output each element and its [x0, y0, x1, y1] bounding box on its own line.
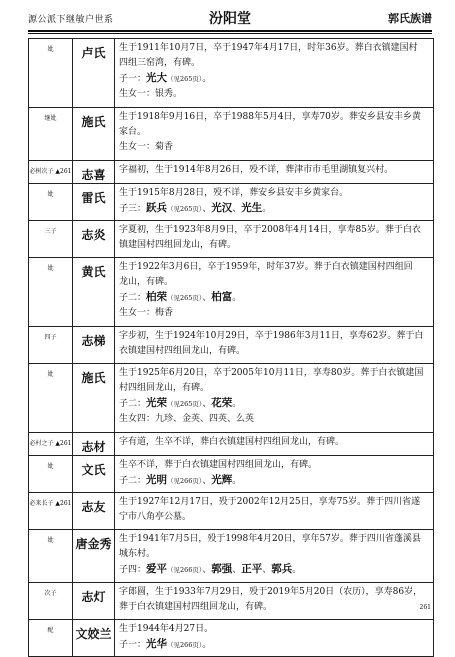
detail-line: 字郎圆，生于1933年7月29日，殁于2019年5月20日（农历），享寿86岁，: [119, 587, 423, 597]
detail-line: 四组三窑湾，有碑。: [119, 58, 201, 68]
relation-cell: 必来长子 ▲261: [29, 493, 73, 529]
page-number: 261: [419, 604, 431, 611]
detail-cell: [115, 493, 433, 529]
table-row: [29, 433, 433, 456]
relation-cell: 妣: [29, 39, 73, 107]
detail-text: 。: [232, 399, 242, 409]
relation-cell: 妣: [29, 258, 73, 326]
detail-line: 字夏初，生于1923年8月9日，卒于2008年4月14日，享寿85岁。葬于白衣: [119, 225, 421, 235]
detail-line: [119, 71, 429, 87]
detail-text: 、: [232, 565, 242, 575]
detail-text: 。: [262, 204, 272, 214]
detail-line: 城东村。: [119, 549, 156, 559]
detail-text: 、: [202, 204, 212, 214]
relation-cell: 继妣: [29, 108, 73, 160]
detail-line: 生于1922年3月6日，卒于1959年，时年37岁。葬于白衣镇建国村四组回: [119, 262, 413, 272]
detail-line: 字福初，生于1914年8月26日，殁不详，葬津市市毛里湖镇复兴村。: [119, 165, 394, 175]
detail-cell: [115, 620, 433, 656]
relation-cell: 妣: [29, 184, 73, 220]
child-name: 爱平: [146, 563, 168, 575]
detail-line: 镇建国村四组回龙山，有碑。: [119, 240, 237, 250]
child-name: 花荣: [211, 397, 233, 409]
page-ref: （见265页）: [167, 75, 203, 83]
header-left-title: 源公派下继敏户世系: [28, 15, 114, 25]
name-cell: 唐金秀: [73, 530, 115, 582]
detail-cell: [115, 364, 433, 432]
detail-text: 、: [232, 204, 242, 214]
table-row: [29, 161, 433, 184]
detail-cell: [115, 530, 433, 582]
detail-text: 、: [202, 293, 212, 303]
relation-cell: 配: [29, 620, 73, 656]
detail-text: 。: [232, 293, 242, 303]
relation-cell: 四子: [29, 327, 73, 363]
header-rule-thin: [28, 33, 432, 34]
name-cell: 志友: [73, 493, 115, 529]
table-row: [29, 258, 433, 327]
relation-cell: 妣: [29, 530, 73, 582]
detail-line: 生于1918年9月16日，卒于1988年5月4日，享寿70岁。葬安乡县安丰乡黄: [119, 112, 421, 122]
name-cell: 施氏: [73, 108, 115, 160]
detail-line: 村四组回龙山，有碑。: [119, 383, 210, 393]
page-header: [28, 6, 432, 28]
table-row: [29, 364, 433, 433]
detail-text: 、: [202, 399, 212, 409]
relation-cell: 必树次子 ▲261: [29, 161, 73, 183]
detail-line: [119, 562, 429, 578]
page-ref: （见266页）: [167, 477, 203, 485]
detail-line: 字有道，生卒不详，葬白衣镇建国村四组回龙山，有碑。: [119, 437, 345, 447]
detail-line: 生女一：银秀。: [119, 89, 183, 99]
detail-line: 生女四：九珍、金英、四英、么英: [119, 414, 255, 424]
detail-text: 子一：: [119, 74, 147, 84]
table-row: [29, 221, 433, 258]
detail-text: 。: [202, 640, 212, 650]
name-cell: 文姣兰: [73, 620, 115, 656]
detail-line: 龙山，有碑。: [119, 277, 174, 287]
child-name: 光汉: [211, 202, 233, 214]
relation-cell: 必村之子 ▲261: [29, 433, 73, 455]
detail-line: [119, 396, 429, 412]
detail-line: 生于1927年12月17日，殁于2002年12月25日，享寿75岁。葬于四川省遂: [119, 497, 421, 507]
detail-text: 、: [202, 476, 212, 486]
detail-text: 、: [202, 565, 212, 575]
detail-line: 生于1915年8月28日，殁不详，葬安乡县安丰乡黄家台。: [119, 188, 349, 198]
detail-cell: [115, 39, 433, 107]
detail-cell: [115, 456, 433, 492]
detail-line: 葬于白衣镇建国村四组回龙山，有碑。: [119, 602, 273, 612]
detail-text: 。: [232, 476, 242, 486]
child-name: 柏富: [211, 291, 233, 303]
detail-text: 、: [262, 565, 272, 575]
child-name: 正平: [241, 563, 263, 575]
table-row: [29, 530, 433, 583]
table-row: [29, 583, 433, 620]
child-name: 光大: [146, 72, 168, 84]
relation-cell: 三子: [29, 221, 73, 257]
name-cell: 志梯: [73, 327, 115, 363]
child-name: 柏荣: [146, 291, 168, 303]
detail-line: 宁市八角亭公墓。: [119, 512, 192, 522]
detail-line: 生于1925年6月20日，卒于2005年10月11日，享寿80岁。葬于白衣镇建国: [119, 368, 424, 378]
name-cell: 文氏: [73, 456, 115, 492]
detail-line: 生女一：梅香: [119, 308, 174, 318]
detail-line: 生于1941年7月5日，殁于1998年4月20日，享年57岁。葬于四川省蓬溪县: [119, 534, 421, 544]
page-ref: （见265页）: [167, 400, 203, 408]
child-name: 光辉: [211, 474, 233, 486]
detail-line: 生卒不详，葬于白衣镇建国村四组回龙山，有碑。: [119, 460, 318, 470]
detail-cell: [115, 583, 433, 619]
name-cell: 施氏: [73, 364, 115, 432]
detail-cell: [115, 221, 433, 257]
table-row: [29, 620, 433, 656]
detail-line: 衣镇建国村四组回龙山，有碑。: [119, 346, 246, 356]
detail-line: [119, 637, 429, 653]
detail-cell: [115, 108, 433, 160]
detail-cell: [115, 433, 433, 455]
detail-cell: [115, 258, 433, 326]
name-cell: 黄氏: [73, 258, 115, 326]
detail-cell: [115, 161, 433, 183]
detail-line: 生于1911年10月7日，卒于1947年4月17日，时年36岁。葬白衣镇建国村: [119, 43, 418, 53]
table-row: [29, 493, 433, 530]
detail-text: 子二：: [119, 293, 147, 303]
table-row: [29, 39, 433, 108]
detail-line: [119, 473, 429, 489]
header-center-title: 汾阳堂: [209, 11, 251, 27]
detail-line: [119, 290, 429, 306]
detail-text: 子二：: [119, 399, 147, 409]
detail-text: 子四：: [119, 565, 147, 575]
detail-line: [119, 201, 429, 217]
header-right-title: 郭氏族谱: [388, 12, 432, 25]
detail-cell: [115, 327, 433, 363]
detail-text: 子一：: [119, 640, 147, 650]
detail-text: 。: [202, 74, 212, 84]
page-ref: （见265页）: [167, 205, 203, 213]
child-name: 光生: [241, 202, 263, 214]
header-rule-thick: [28, 30, 432, 32]
child-name: 郭强: [211, 563, 233, 575]
page-ref: （见266页）: [167, 641, 203, 649]
child-name: 郭兵: [271, 563, 293, 575]
detail-line: 字步初，生于1924年10月29日，卒于1986年3月11日，享寿62岁。葬于白: [119, 331, 424, 341]
name-cell: 志喜: [73, 161, 115, 183]
relation-cell: 次子: [29, 583, 73, 619]
name-cell: 雷氏: [73, 184, 115, 220]
name-cell: 志灯: [73, 583, 115, 619]
name-cell: 志炎: [73, 221, 115, 257]
relation-cell: 妣: [29, 364, 73, 432]
relation-cell: 妣: [29, 456, 73, 492]
page-ref: （见266页）: [167, 566, 203, 574]
name-cell: 卢氏: [73, 39, 115, 107]
child-name: 光荣: [146, 397, 168, 409]
detail-text: 子三：: [119, 204, 147, 214]
table-row: [29, 184, 433, 221]
table-row: [29, 327, 433, 364]
child-name: 光华: [146, 638, 168, 650]
table-row: [29, 456, 433, 493]
genealogy-table: [28, 38, 434, 657]
detail-text: 子二：: [119, 476, 147, 486]
detail-cell: [115, 184, 433, 220]
name-cell: 志材: [73, 433, 115, 455]
child-name: 光明: [146, 474, 168, 486]
child-name: 跃兵: [146, 202, 168, 214]
table-row: [29, 108, 433, 161]
detail-line: 生于1944年4月27日。: [119, 624, 214, 634]
detail-text: 。: [292, 565, 302, 575]
detail-line: 生女一：菊香: [119, 142, 174, 152]
page-ref: （见265页）: [167, 294, 203, 302]
detail-line: 家台。: [119, 127, 147, 137]
